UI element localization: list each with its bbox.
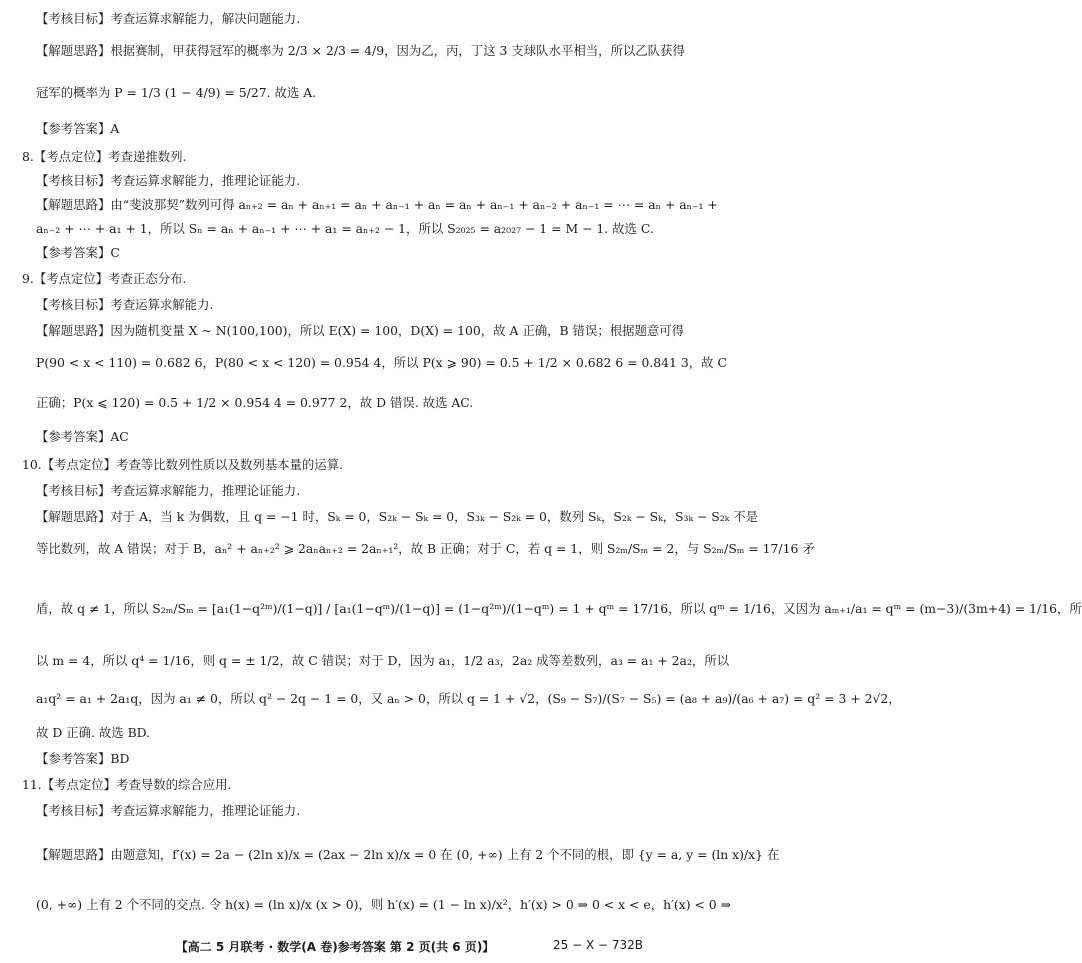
text-line: 正确；P(x ⩽ 120) = 0.5 + 1/2 × 0.954 4 = 0.977 2，故 D 错误. 故选 AC. <box>36 395 474 410</box>
text-line: (0, +∞) 上有 2 个不同的交点. 令 h(x) = (ln x)/x (x > 0)，则 h′(x) = (1 − ln x)/x²，h′(x) > 0 ⇒ 0 < x < e，h′(x) < 0 ⇒ <box>36 897 732 912</box>
page-footer <box>0 938 677 956</box>
text-line: 11.【考点定位】考查导数的综合应用. <box>22 777 232 792</box>
text-line: P(90 < x < 110) = 0.682 6，P(80 < x < 120) = 0.954 4，所以 P(x ⩾ 90) = 0.5 + 1/2 × 0.682 6 = 0.841 3，故 C <box>36 355 727 370</box>
text-line: 【参考答案】C <box>36 245 120 260</box>
text-line: 【考核目标】考查运算求解能力. <box>36 297 214 312</box>
text-line: 【考核目标】考查运算求解能力，推理论证能力. <box>36 803 301 818</box>
text-line: 故 D 正确. 故选 BD. <box>36 725 151 740</box>
text-line: 【解题思路】由题意知，f′(x) = 2a − (2ln x)/x = (2ax − 2ln x)/x = 0 在 (0, +∞) 上有 2 个不同的根，即 {y = a, y = (ln x)/x} 在 <box>36 847 780 862</box>
text-line: 冠军的概率为 P = 1/3 (1 − 4/9) = 5/27. 故选 A. <box>36 85 317 100</box>
text-line: 【解题思路】对于 A，当 k 为偶数，且 q = −1 时，Sₖ = 0，S₂ₖ − Sₖ = 0，S₃ₖ − S₂ₖ = 0，数列 Sₖ，S₂ₖ − Sₖ，S₃ₖ − S₂ₖ 不是 <box>36 509 758 524</box>
text-line: 【参考答案】AC <box>36 429 129 444</box>
text-line: 【参考答案】A <box>36 121 120 136</box>
footer-code: 25 − X − 732B <box>553 938 643 952</box>
text-line: 【解题思路】根据赛制，甲获得冠军的概率为 2/3 × 2/3 = 4/9，因为乙，丙，丁这 3 支球队水平相当，所以乙队获得 <box>36 43 685 58</box>
text-line: a₁q² = a₁ + 2a₁q，因为 a₁ ≠ 0，所以 q² − 2q − 1 = 0，又 aₙ > 0，所以 q = 1 + √2，(S₉ − S₇)/(S₇ − S₅) = (a₈ + a₉)/(a₆ + a₇) = q² = 3 + 2√2， <box>36 691 901 706</box>
text-line: 【考核目标】考查运算求解能力，推理论证能力. <box>36 483 301 498</box>
text-line: 10.【考点定位】考查等比数列性质以及数列基本量的运算. <box>22 457 344 472</box>
text-line: aₙ₋₂ + ⋯ + a₁ + 1，所以 Sₙ = aₙ + aₙ₋₁ + ⋯ + a₁ = aₙ₊₂ − 1，所以 S₂₀₂₅ = a₂₀₂₇ − 1 = M − 1. 故选 C. <box>36 221 654 236</box>
text-line: 8.【考点定位】考查递推数列. <box>22 149 187 164</box>
footer-title: 【高二 5 月联考 · 数学(A 卷)参考答案 第 2 页(共 6 页)】 <box>175 940 495 954</box>
text-line: 【参考答案】BD <box>36 751 130 766</box>
text-line: 【解题思路】因为随机变量 X ~ N(100,100)，所以 E(X) = 100，D(X) = 100，故 A 正确，B 错误；根据题意可得 <box>36 323 685 338</box>
text-line: 【考核目标】考查运算求解能力，解决问题能力. <box>36 11 301 26</box>
text-line: 【考核目标】考查运算求解能力，推理论证能力. <box>36 173 301 188</box>
text-line: 【解题思路】由“斐波那契”数列可得 aₙ₊₂ = aₙ + aₙ₊₁ = aₙ + aₙ₋₁ + aₙ = aₙ + aₙ₋₁ + aₙ₋₂ + aₙ₋₁ = ⋯ = aₙ + aₙ₋₁ + <box>36 197 718 212</box>
text-line: 盾，故 q ≠ 1，所以 S₂ₘ/Sₘ = [a₁(1−q²ᵐ)/(1−q)] / [a₁(1−qᵐ)/(1−q)] = (1−q²ᵐ)/(1−qᵐ) = 1 + qᵐ = 17/16，所以 qᵐ = 1/16，又因为 aₘ₊₁/a₁ = qᵐ = (m−3)/(3m+4) = 1/16，所 <box>36 601 1082 616</box>
text-line: 等比数列，故 A 错误；对于 B，aₙ² + aₙ₊₂² ⩾ 2aₙaₙ₊₂ = 2aₙ₊₁²，故 B 正确；对于 C，若 q = 1，则 S₂ₘ/Sₘ = 2，与 S₂ₘ/Sₘ = 17/16 矛 <box>36 541 815 556</box>
text-line: 9.【考点定位】考查正态分布. <box>22 271 187 286</box>
text-line: 以 m = 4，所以 q⁴ = 1/16，则 q = ± 1/2，故 C 错误；对于 D，因为 a₁，1/2 a₃，2a₂ 成等差数列，a₃ = a₁ + 2a₂，所以 <box>36 653 730 668</box>
